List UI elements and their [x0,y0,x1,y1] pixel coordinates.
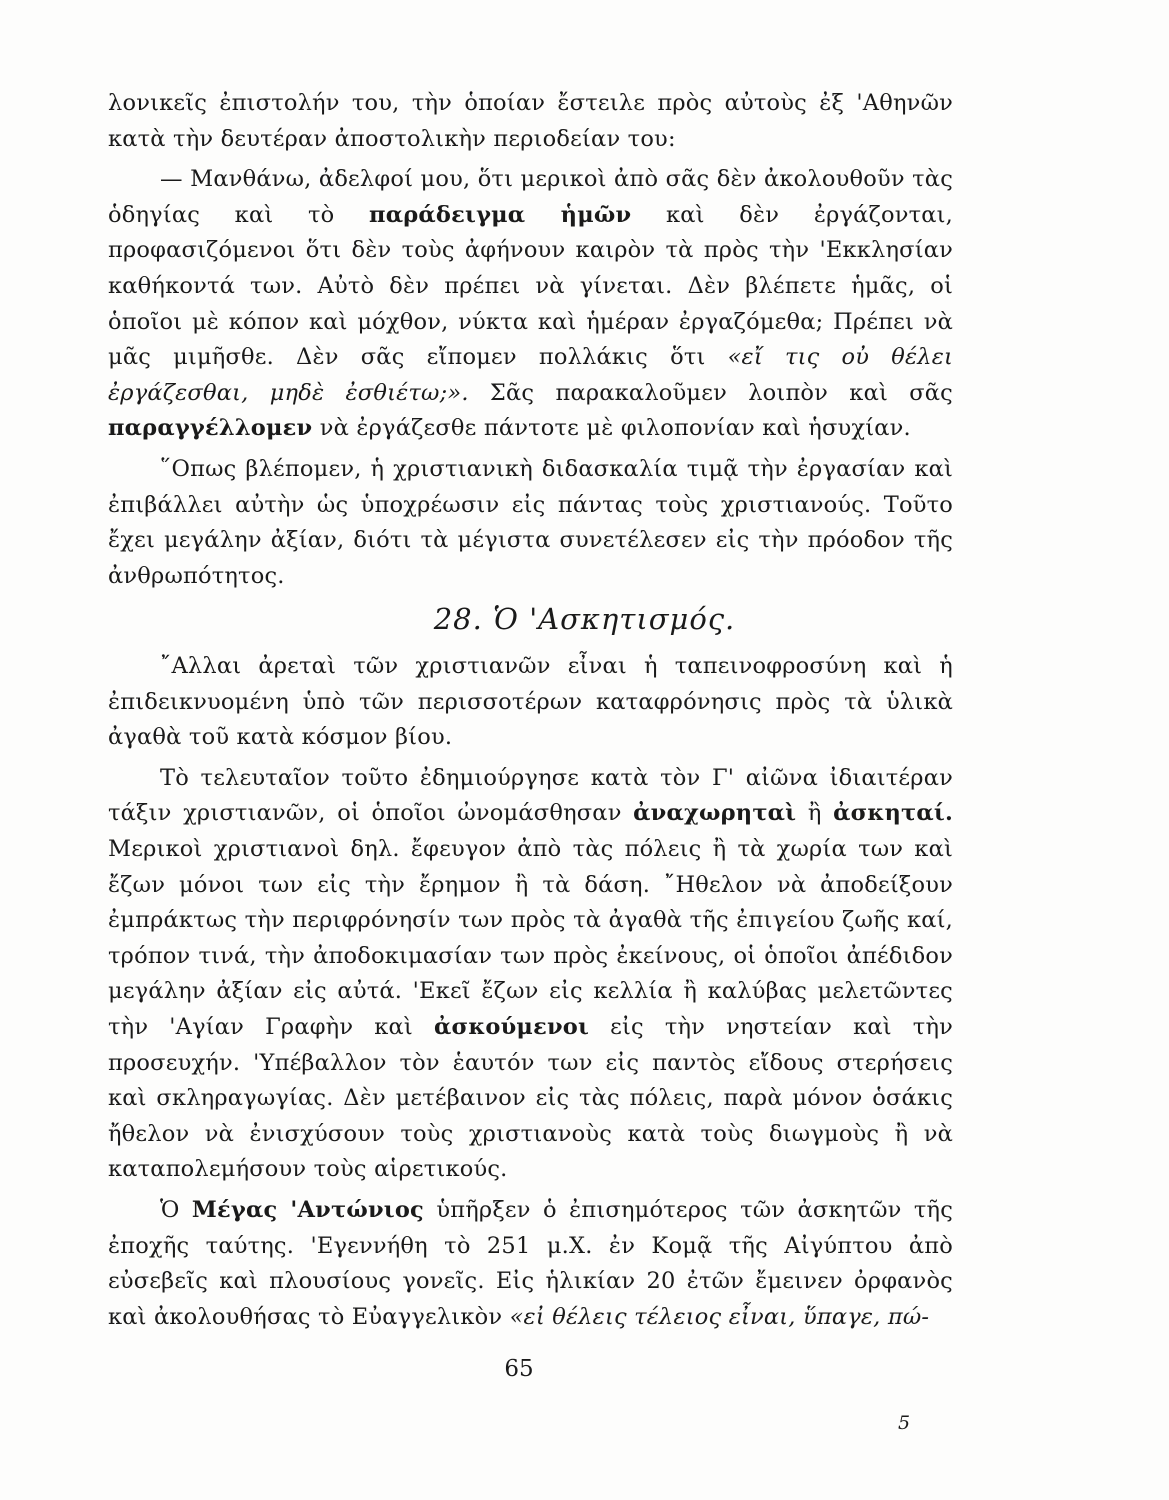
text-run: ῞Οπως βλέπομεν, ἡ χριστιανικὴ διδασκαλία τιμᾷ τὴν ἐργασίαν καὶ ἐπιβάλλει αὐτὴν ὡς ὑποχρέωσιν εἰς πάντας τοὺς χριστιανούς. Τοῦτο ἔχει μεγάλην ἀξίαν, διότι τὰ μέγιστα συνετέλεσεν εἰς τὴν πρόοδον τῆς ἀνθρωπότητος. [108,455,953,589]
page-number: 65 [504,1356,534,1382]
bold-term: Μέγας 'Αντώνιος [191,1196,424,1223]
paragraph [108,761,953,1188]
text-block-top [108,86,953,594]
text-run: — Μανθάνω, ἀδελφοί μου, ὅτι μερικοὶ ἀπὸ σᾶς δὲν ἀκολουθοῦν τὰς ὁδηγίας καὶ τὸ [108,166,953,228]
text-run: Μερικοὶ χριστιανοὶ δηλ. ἔφευγον ἀπὸ τὰς πόλεις ἢ τὰ χωρία των καὶ ἔζων μόνοι των εἰς τὴν ἔρημον ἢ τὰ δάση. ῎Ηθελον νὰ ἀποδείξουν ἐμπράκτως τὴν περιφρόνησίν των πρὸς τὰ ἀγαθὰ τῆς ἐπιγείου ζωῆς καί, τρόπον τινά, τὴν ἀποδοκιμασίαν των πρὸς ἐκείνους, οἱ ὁποῖοι ἀπέδιδον μεγάλην ἀξίαν εἰς αὐτά. 'Εκεῖ ἔζων εἰς κελλία ἢ καλύβας μελετῶντες τὴν 'Αγίαν Γραφὴν καὶ [108,835,953,1040]
text-run: ῎Αλλαι ἀρεταὶ τῶν χριστιανῶν εἶναι ἡ ταπεινοφροσύνη καὶ ἡ ἐπιδεικνυομένη ὑπὸ τῶν περισσοτέρων καταφρόνησις πρὸς τὰ ὑλικὰ ἀγαθὰ τοῦ κατὰ κόσμον βίου. [108,653,953,751]
paragraph [108,86,953,157]
italic-quote: «εἴ τις οὐ θέλει ἐργάζεσθαι, μηδὲ ἐσθιέτω;». [108,344,953,406]
paragraph [108,162,953,447]
bold-term: παράδειγμα ἡμῶν [369,201,632,228]
paragraph [108,649,953,756]
text-run: Σᾶς παρακαλοῦμεν λοιπὸν καὶ σᾶς [468,379,953,406]
text-run: Ὁ [160,1196,192,1223]
text-run: ἢ [796,800,834,827]
italic-quote: «εἰ θέλεις τέλειος εἶναι, ὕπαγε, πώ- [509,1303,930,1330]
text-run: νὰ ἐργάζεσθε πάντοτε μὲ φιλοπονίαν καὶ ἡσυχίαν. [312,415,911,442]
text-run: Τὸ τελευταῖον τοῦτο ἐδημιούργησε κατὰ τὸν Γ' αἰῶνα ἰδιαιτέραν τάξιν χριστιανῶν, οἱ ὁποῖοι ὠνομάσθησαν [108,764,953,827]
signature-mark: 5 [898,1412,911,1434]
text-run: λονικεῖς ἐπιστολήν του, τὴν ὁποίαν ἔστειλε πρὸς αὐτοὺς ἐξ 'Αθηνῶν κατὰ τὴν δευτέραν ἀποστολικὴν περιοδείαν του: [108,90,953,152]
text-run: ὑπῆρξεν ὁ ἐπισημότερος τῶν ἀσκητῶν τῆς ἐποχῆς ταύτης. 'Εγεννήθη τὸ 251 μ.Χ. ἐν Κομᾷ τῆς Αἰγύπτου ἀπὸ εὐσεβεῖς καὶ πλουσίους γονεῖς. Εἰς ἡλικίαν 20 ἐτῶν ἔμεινεν ὀρφανὸς καὶ ἀκολουθήσας τὸ Εὐαγγελικὸν [108,1196,954,1330]
bold-term: ἀναχωρηταὶ [633,800,797,827]
text-run: εἰς τὴν νηστείαν καὶ τὴν προσευχήν. 'Υπέβαλλον τὸν ἑαυτόν των εἰς παντὸς εἴδους στερήσεις καὶ σκληραγωγίας. Δὲν μετέβαινον εἰς τὰς πόλεις, παρὰ μόνον ὁσάκις ἤθελον νὰ ἐνισχύσουν τοὺς χριστιανοὺς κατὰ τοὺς διωγμοὺς ἢ νὰ καταπολεμήσουν τοὺς αἱρετικούς. [108,1013,953,1183]
bold-term: ἀσκηταί. [833,800,953,827]
bold-term: ἀσκούμενοι [434,1013,590,1040]
section-heading: 28. Ὁ 'Ασκητισμός. [433,602,736,636]
text-run: καὶ δὲν ἐργάζονται, προφασιζόμενοι ὅτι δὲν τοὺς ἀφήνουν καιρὸν τὰ πρὸς τὴν 'Εκκλησίαν καθήκοντά των. Αὐτὸ δὲν πρέπει νὰ γίνεται. Δὲν βλέπετε ἡμᾶς, οἱ ὁποῖοι μὲ κόπον καὶ μόχθον, νύκτα καὶ ἡμέραν ἐργαζόμεθα; Πρέπει νὰ μᾶς μιμῆσθε. Δὲν σᾶς εἴπομεν πολλάκις ὅτι [108,201,954,371]
text-block-bottom [108,649,953,1335]
paragraph [108,452,953,594]
bold-term: παραγγέλλομεν [108,415,313,442]
paragraph [108,1193,953,1335]
